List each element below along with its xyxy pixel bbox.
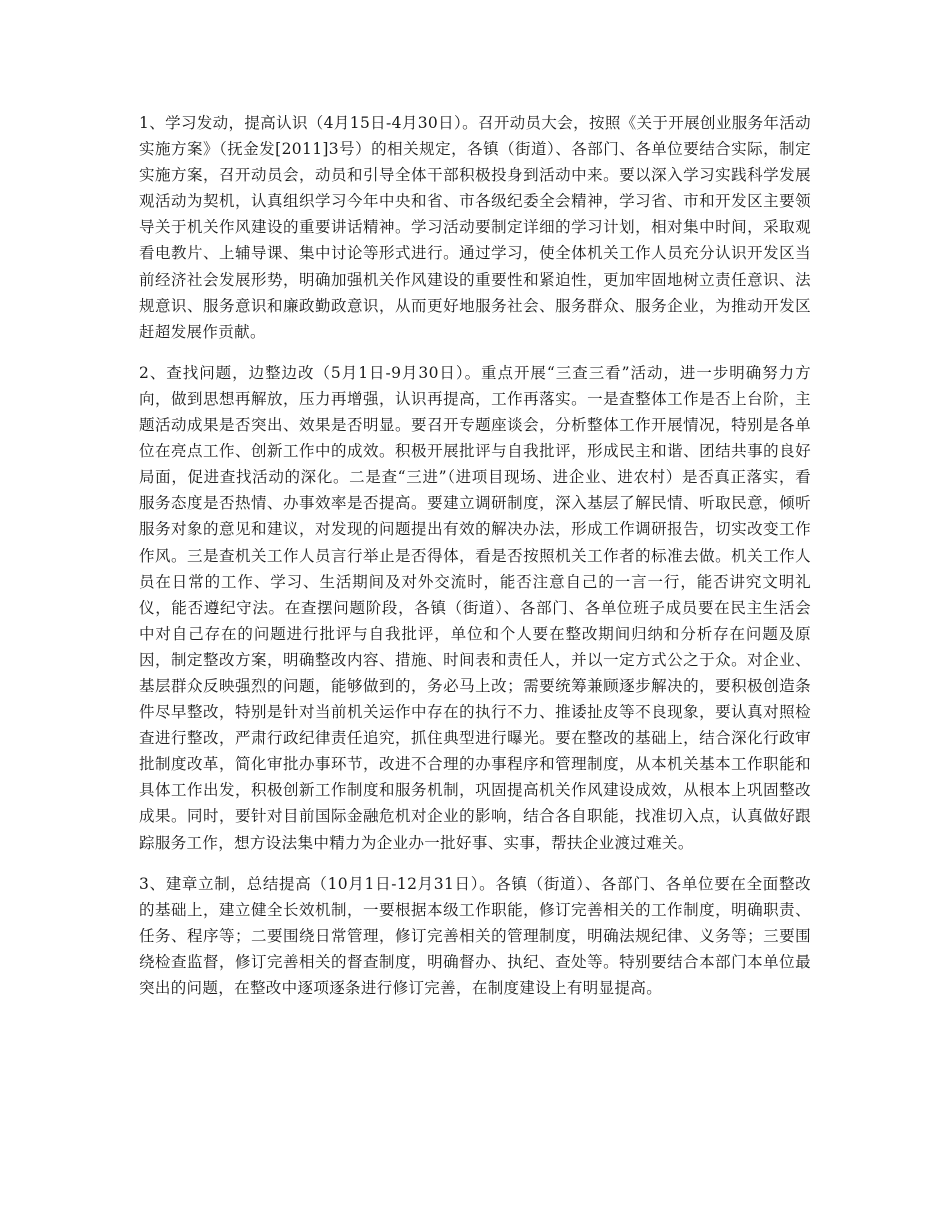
paragraph-study-mobilization: 1、学习发动，提高认识（4月15日-4月30日）。召开动员大会，按照《关于开展创业服务年活动实施方案》（抚金发[2011]3号）的相关规定，各镇（街道）、各部门、各单位要结合实际，制定实施方案，召开动员会，动员和引导全体干部积极投身到活动中来。要以深入学习实践科学发展观活动为契机，认真组织学习今年中央和省、市各级纪委全会精神，学习省、市和开发区主要领导关于机关作风建设的重要讲话精神。学习活动要制定详细的学习计划，相对集中时间，采取观看电教片、上辅导课、集中讨论等形式进行。通过学习，使全体机关工作人员充分认识开发区当前经济社会发展形势，明确加强机关作风建设的重要性和紧迫性，更加牢固地树立责任意识、法规意识、服务意识和廉政勤政意识，从而更好地服务社会、服务群众、服务企业，为推动开发区赶超发展作贡献。 [139, 114, 811, 341]
paragraph-find-problems: 2、查找问题，边整边改（5月1日-9月30日）。重点开展“三查三看”活动，进一步明确努力方向，做到思想再解放，压力再增强，认识再提高，工作再落实。一是查整体工作是否上台阶，主题活动成果是否突出、效果是否明显。要召开专题座谈会，分析整体工作开展情况，特别是各单位在亮点工作、创新工作中的成效。积极开展批评与自我批评，形成民主和谐、团结共事的良好局面，促进查找活动的深化。二是查“三进”（进项目现场、进企业、进农村）是否真正落实，看服务态度是否热情、办事效率是否提高。要建立调研制度，深入基层了解民情、听取民意，倾听服务对象的意见和建议，对发现的问题提出有效的解决办法，形成工作调研报告，切实改变工作作风。三是查机关工作人员言行举止是否得体，看是否按照机关工作者的标准去做。机关工作人员在日常的工作、学习、生活期间及对外交流时，能否注意自己的一言一行，能否讲究文明礼仪，能否遵纪守法。在查摆问题阶段，各镇（街道）、各部门、各单位班子成员要在民主生活会中对自己存在的问题进行批评与自我批评，单位和个人要在整改期间归纳和分析存在问题及原因，制定整改方案，明确整改内容、措施、时间表和责任人，并以一定方式公之于众。对企业、基层群众反映强烈的问题，能够做到的，务必马上改；需要统筹兼顾逐步解决的，要积极创造条件尽早整改，特别是针对当前机关运作中存在的执行不力、推诿扯皮等不良现象，要认真对照检查进行整改，严肃行政纪律责任追究，抓住典型进行曝光。要在整改的基础上，结合深化行政审批制度改革，简化审批办事环节，改进不合理的办事程序和管理制度，从本机关基本工作职能和具体工作出发，积极创新工作制度和服务机制，巩固提高机关作风建设成效，从根本上巩固整改成果。同时，要针对目前国际金融危机对企业的影响，结合各自职能，找准切入点，认真做好跟踪服务工作，想方设法集中精力为企业办一批好事、实事，帮扶企业渡过难关。 [139, 363, 811, 852]
document-body [139, 110, 811, 1016]
paragraph-build-rules: 3、建章立制，总结提高（10月1日-12月31日）。各镇（街道）、各部门、各单位要在全面整改的基础上，建立健全长效机制，一要根据本级工作职能，修订完善相关的工作制度，明确职责、任务、程序等；二要围绕日常管理，修订完善相关的管理制度，明确法规纪律、义务等；三要围绕检查监督，修订完善相关的督查制度，明确督办、执纪、查处等。特别要结合本部门本单位最突出的问题，在整改中逐项逐条进行修订完善，在制度建设上有明显提高。 [139, 874, 811, 997]
